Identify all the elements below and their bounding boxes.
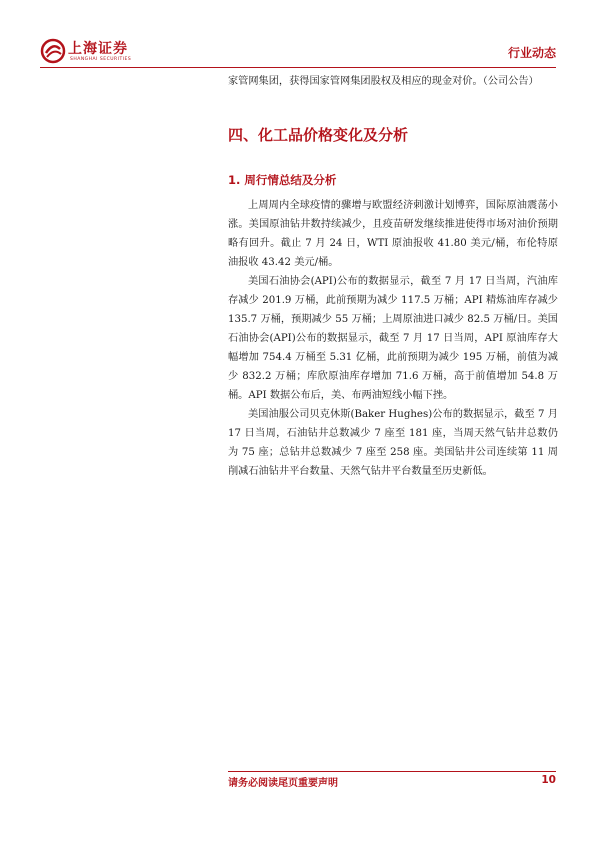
paragraph: 美国油服公司贝克休斯(Baker Hughes)公布的数据显示，截至 7 月 17 日当周，石油钻井总数减少 7 座至 181 座，当周天然气钻井总数仍为 75 座；总钻井总数减少 7 座至 258 座。美国钻井公司连续第 11 周削减石油钻井平台数量、天然气钻井平台数量至历史新低。 (228, 409, 558, 477)
logo-text-cn: 上海证券 (68, 41, 128, 57)
header-divider (40, 67, 556, 68)
report-category: 行业动态 (507, 46, 556, 60)
logo-emblem-icon (40, 38, 66, 64)
logo-text-en: SHANGHAI SECURITIES (70, 57, 132, 62)
page-header (40, 36, 556, 68)
intro-block (228, 72, 558, 91)
subsection-title: 1. 周行情总结及分析 (228, 173, 337, 187)
intro-paragraph: 家管网集团，获得国家管网集团股权及相应的现金对价。（公司公告） (228, 76, 539, 87)
paragraph: 上周周内全球疫情的骤增与欧盟经济刺激计划博弈，国际原油震荡小涨。美国原油钻井数持续减少，且疫苗研发继续推进使得市场对油价预期略有回升。截止 7 月 24 日，WTI 原油报收 41.80 美元/桶，布伦特原油报收 43.42 美元/桶。 (228, 200, 558, 268)
footer-disclaimer: 请务必阅读尾页重要声明 (228, 778, 338, 789)
body-text (228, 196, 558, 481)
footer-divider (228, 771, 556, 772)
paragraph: 美国石油协会(API)公布的数据显示，截至 7 月 17 日当周，汽油库存减少 201.9 万桶，此前预期为减少 117.5 万桶；API 精炼油库存减少 135.7 万桶，预期减少 55 万桶；上周原油进口减少 82.5 万桶/日。美国石油协会(API)公布的数据显示，截至 7 月 17 日当周，API 原油库存大幅增加 754.4 万桶至 5.31 亿桶，此前预期为减少 195 万桶，前值为减少 832.2 万桶；库欣原油库存增加 71.6 万桶，高于前值增加 54.8 万桶。API 数据公布后，美、布两油短线小幅下挫。 (228, 276, 558, 401)
section-title: 四、化工品价格变化及分析 (228, 126, 409, 144)
company-logo (40, 38, 140, 64)
page-number: 10 (541, 774, 556, 786)
